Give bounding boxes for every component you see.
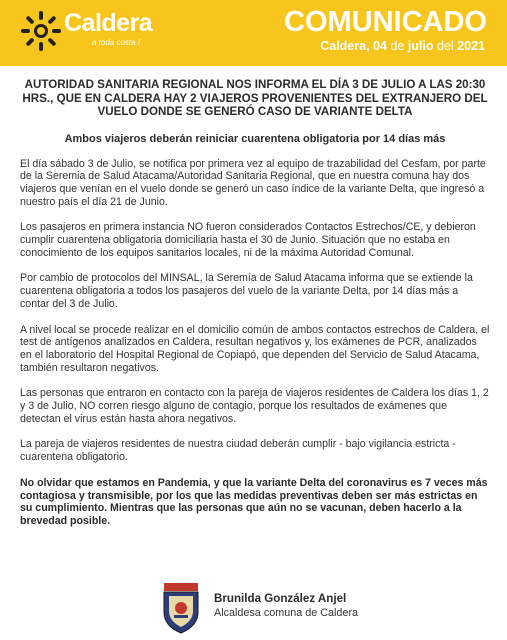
date-month: julio (407, 39, 434, 53)
brand-tagline: a toda costa ! (92, 38, 141, 47)
signatory-name: Brunilda González Anjel (214, 592, 347, 605)
signature-block (160, 582, 460, 632)
headline: AUTORIDAD SANITARIA REGIONAL NOS INFORMA EL DÍA 3 DE JULIO A LAS 20:30 HRS., QUE EN CALDERA HAY 2 VIAJEROS PROVENIENTES DEL EXTRANJERO DEL VUELO DONDE SE GENERÓ CASO DE VARIANTE DELTA (22, 78, 488, 118)
date-line (320, 39, 485, 53)
paragraph: Los pasajeros en primera instancia NO fueron considerados Contactos Estrechos/CE, y debieron cumplir cuarentena obligatoria domiciliaria hasta el 30 de Junio. Situación que no estaba en conocimiento de los equipos sanitarios locales, ni de la máxima Autoridad Comunal. (20, 221, 476, 259)
subheadline: Ambos viajeros deberán reiniciar cuarentena obligatoria por 14 días más (64, 132, 446, 145)
header-banner (0, 0, 507, 66)
paragraph: El día sábado 3 de Julio, se notifica por primera vez al equipo de trazabilidad del Cesfam, por parte de la Seremia de Salud Atacama/Autoridad Sanitaria Regional, que en nuestra comuna hay dos viajeros que venían en el vuelo donde se generó un caso índice de la variante Delta, que ingresó a nuestro país el día 21 de Junio. (20, 157, 486, 208)
paragraph: A nivel local se procede realizar en el domicilio común de ambos contactos estrechos de Caldera, el test de antígenos analizados en Caldera, resultan negativos y, los exámenes de PCR, analizados en el laboratorio del Hospital Regional de Copiapó, que dependen del Servicio de Salud Atacama, también resultaron negativos. (20, 323, 490, 374)
page-title: COMUNICADO (284, 6, 487, 38)
municipal-crest-icon (160, 582, 202, 634)
paragraph: Las personas que entraron en contacto con la pareja de viajeros residentes de Caldera los días 1, 2 y 3 de Julio, NO corren riesgo alguno de contagio, porque los resultados de exámenes que detectan el virus están hasta ahora negativos. (20, 387, 489, 425)
date-year: 2021 (457, 39, 485, 53)
date-de: de (390, 39, 405, 53)
date-del: del (437, 39, 454, 53)
date-day: 04 (373, 39, 387, 53)
sun-logo-icon (20, 10, 62, 52)
document-body (20, 72, 490, 528)
brand-name: Caldera (64, 9, 153, 37)
closing-paragraph: No olvidar que estamos en Pandemia, y que la variante Delta del coronavirus es 7 veces más contagiosa y transmisible, por los que las medidas preventivas deben ser más estrictas en su cumplimiento. Mientras que las personas que aún no se vacunan, deben hacerlo a la brevedad posible. (20, 476, 488, 527)
paragraph: La pareja de viajeros residentes de nuestra ciudad deberán cumplir - bajo vigilancia estricta - cuarentena obligatorio. (20, 438, 456, 464)
paragraph: Por cambio de protocolos del MINSAL, la Seremía de Salud Atacama informa que se extiende la cuarentena obligatoria a todos los pasajeros del vuelo de la variante Delta, por 14 días más a contar del 3 de Julio. (20, 272, 473, 310)
signatory-title: Alcaldesa comuna de Caldera (214, 607, 359, 619)
date-city: Caldera, (320, 39, 370, 53)
